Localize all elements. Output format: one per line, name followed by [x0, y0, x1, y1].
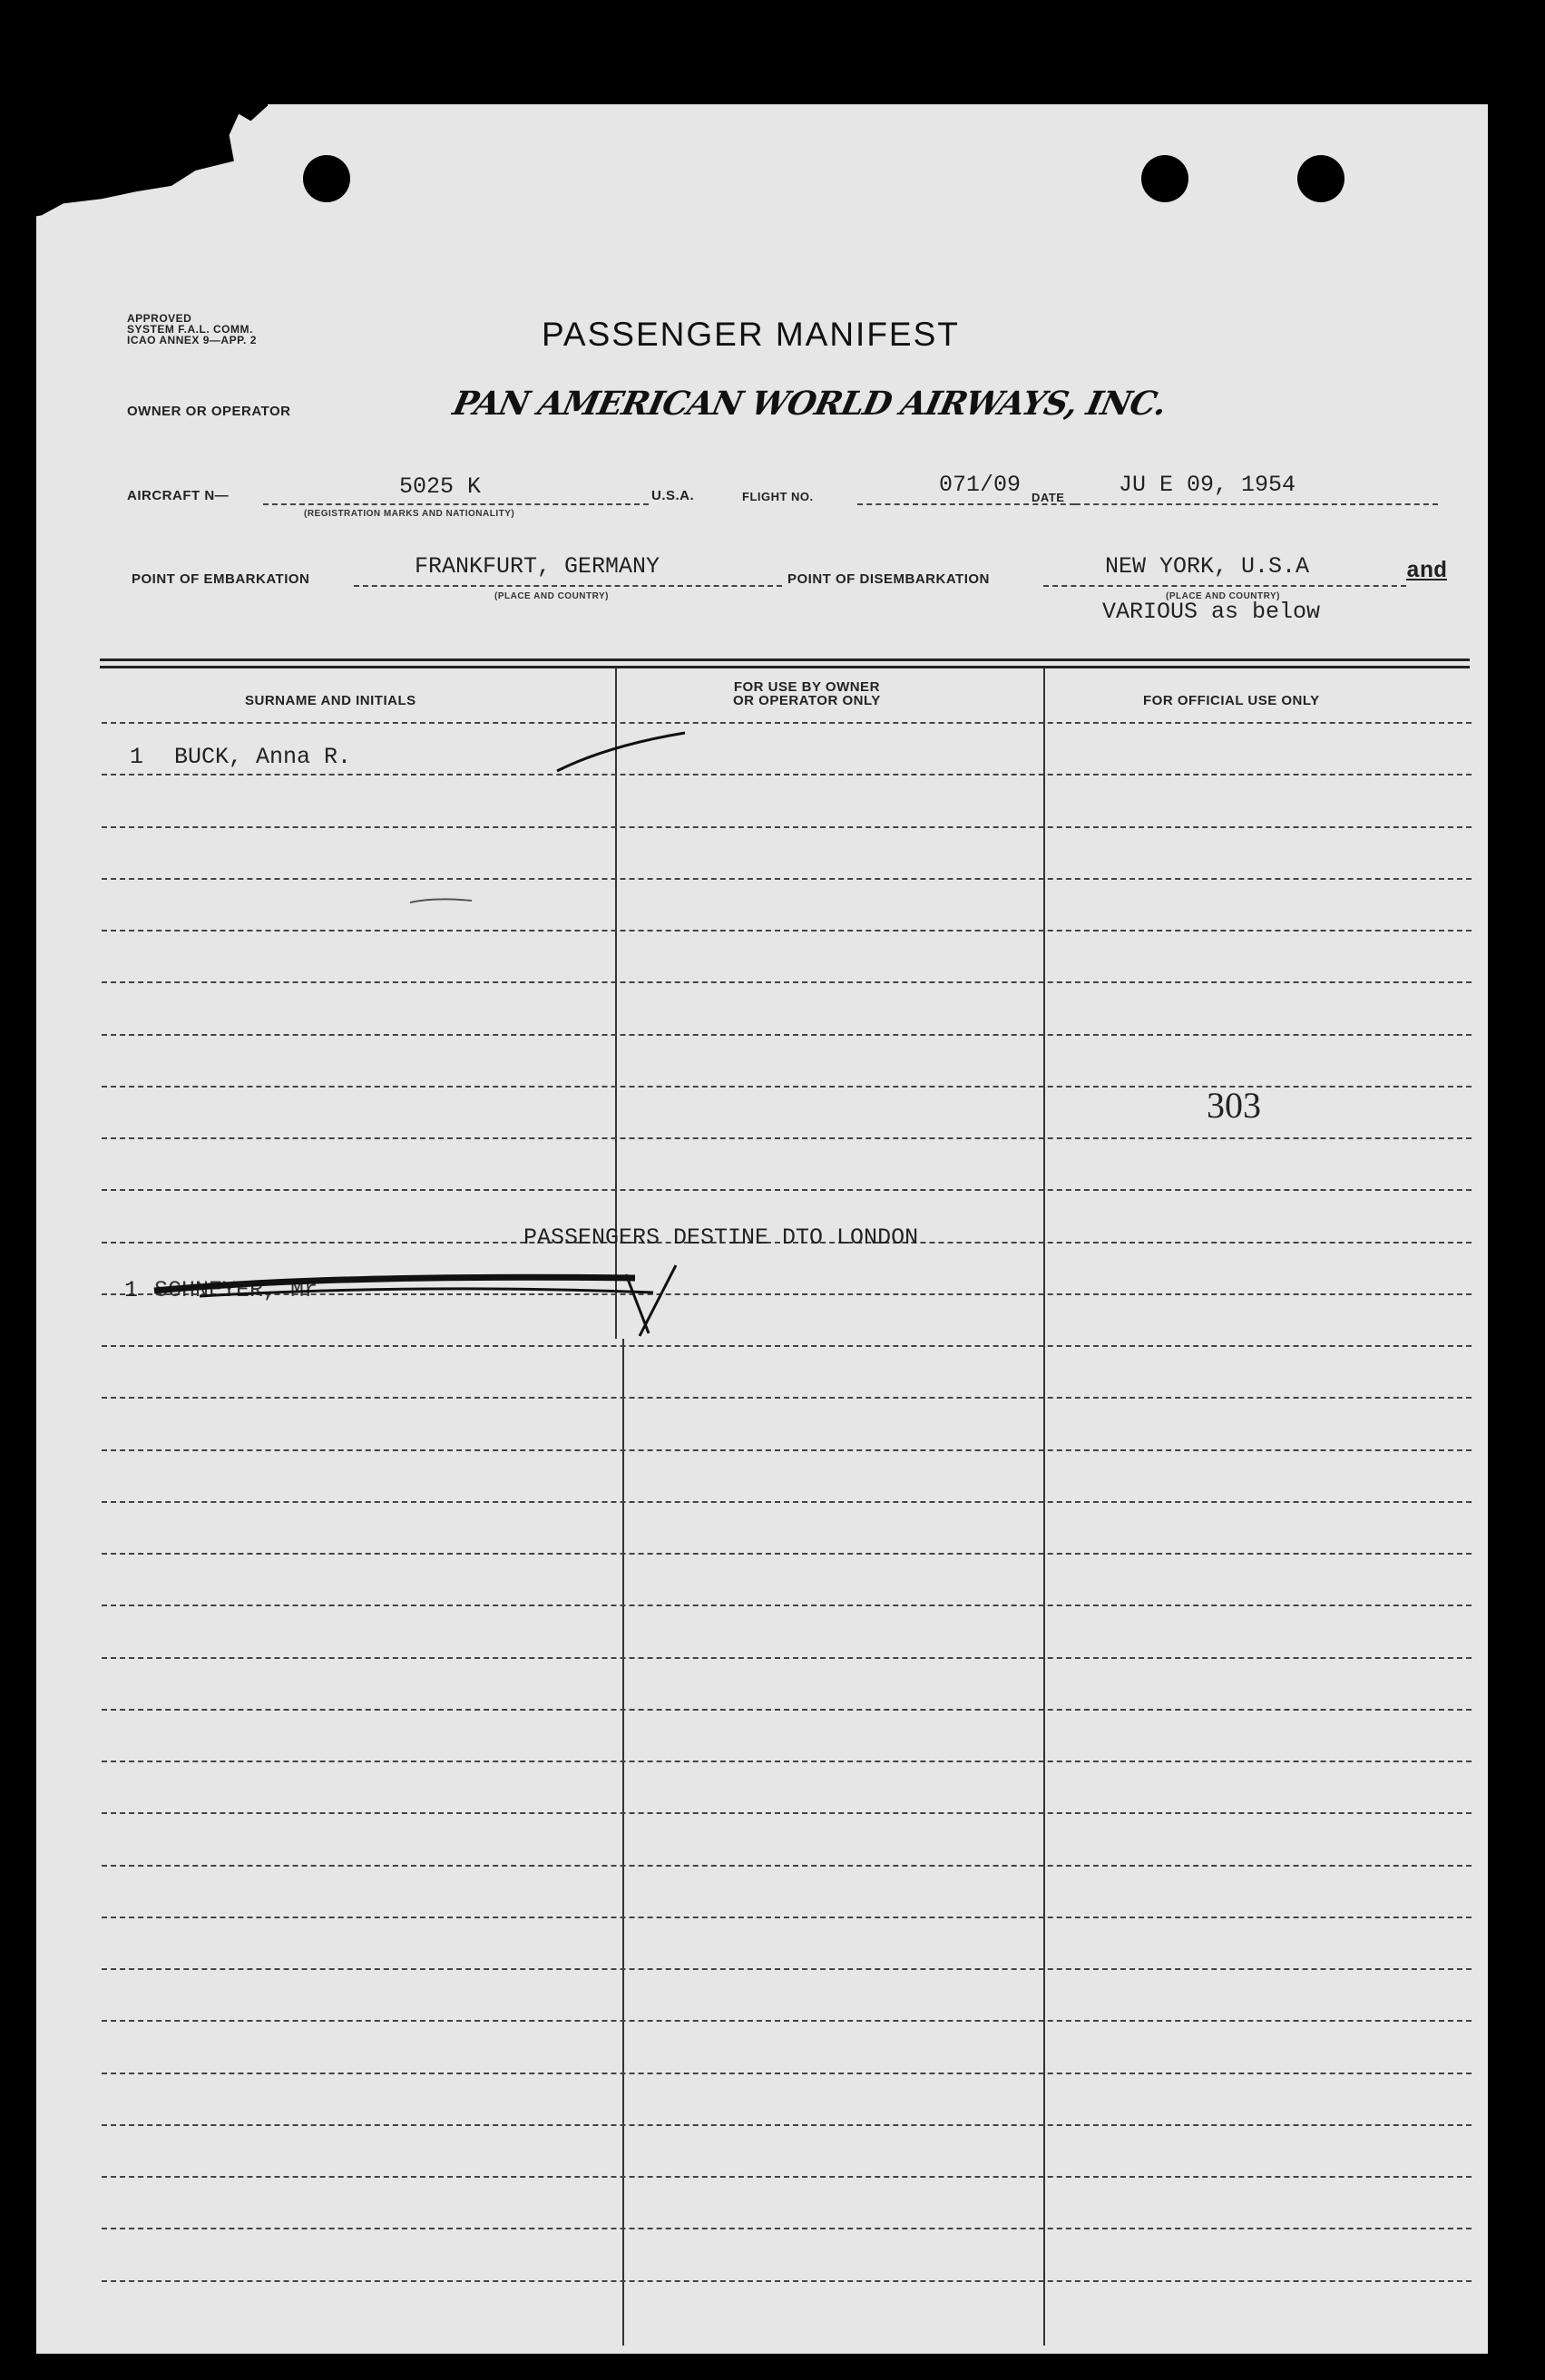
embarkation-label: POINT OF EMBARKATION: [132, 571, 310, 587]
entry-number: 1: [130, 744, 144, 770]
flight-number: 071/09: [939, 472, 1022, 498]
struck-entry-number: 1: [124, 1277, 139, 1303]
aircraft-country: U.S.A.: [651, 488, 695, 503]
row-rule: [102, 1137, 1472, 1139]
column-header-official: FOR OFFICIAL USE ONLY: [1143, 693, 1320, 708]
flight-date: JU E 09, 1954: [1119, 472, 1296, 498]
row-rule: [102, 1968, 1472, 1970]
row-rule: [102, 1761, 1472, 1762]
column-header-owner: [733, 680, 881, 707]
table-top-rule: [100, 666, 1470, 668]
column-header-owner-line: OR OPERATOR ONLY: [733, 693, 881, 708]
row-rule: [102, 1449, 1472, 1451]
flight-label: FLIGHT NO.: [742, 490, 814, 503]
disembarkation-place: NEW YORK, U.S.A: [1105, 553, 1310, 580]
column-divider: [1043, 668, 1045, 2346]
row-rule: [102, 1812, 1472, 1814]
row-rule: [102, 2073, 1472, 2074]
aircraft-label: AIRCRAFT N—: [127, 488, 230, 503]
punch-hole: [303, 155, 350, 202]
entry-name: BUCK, Anna R.: [174, 744, 352, 770]
approval-line: ICAO ANNEX 9—APP. 2: [127, 334, 257, 346]
row-rule: [102, 2176, 1472, 2178]
aircraft-line: [263, 503, 649, 505]
operator-name: PAN AMERICAN WORLD AIRWAYS, INC.: [449, 385, 1170, 423]
approval-block: [127, 313, 257, 346]
disembarkation-line: [1043, 585, 1406, 587]
row-rule: [102, 1345, 1472, 1347]
row-rule: [102, 878, 1472, 880]
row-rule: [102, 722, 1472, 724]
embarkation-place: FRANKFURT, GERMANY: [415, 553, 660, 580]
row-rule: [102, 1917, 1472, 1918]
aircraft-registration: 5025 K: [399, 473, 482, 500]
disembarkation-and: and: [1406, 558, 1448, 584]
disembarkation-sub-label: (PLACE AND COUNTRY): [1166, 591, 1280, 601]
stamp-number: 303: [1207, 1085, 1261, 1126]
row-rule: [102, 2228, 1472, 2229]
approval-line: SYSTEM F.A.L. COMM.: [127, 323, 253, 336]
row-rule: [102, 1189, 1472, 1191]
approval-line: APPROVED: [127, 312, 192, 325]
row-rule: [102, 1034, 1472, 1036]
row-rule: [102, 1553, 1472, 1555]
column-header-surname: SURNAME AND INITIALS: [245, 693, 416, 708]
embarkation-line: [354, 585, 782, 587]
date-label: DATE: [1032, 491, 1065, 504]
row-rule: [102, 826, 1472, 828]
column-divider: [622, 1339, 624, 2346]
destination-note: PASSENGERS DESTINE DTO LONDON: [523, 1224, 919, 1251]
row-rule: [102, 774, 1472, 775]
row-rule: [102, 1397, 1472, 1399]
form-title: PASSENGER MANIFEST: [542, 316, 960, 353]
embarkation-sub-label: (PLACE AND COUNTRY): [494, 591, 609, 601]
row-rule: [102, 1086, 1472, 1088]
table-top-rule: [100, 658, 1470, 661]
punch-hole: [1141, 155, 1188, 202]
disembarkation-various: VARIOUS as below: [1102, 599, 1321, 625]
pen-mark: [408, 893, 481, 912]
row-rule: [102, 930, 1472, 932]
date-line: [1075, 503, 1438, 505]
row-rule: [102, 1605, 1472, 1606]
punch-hole: [1297, 155, 1345, 202]
disembarkation-label: POINT OF DISEMBARKATION: [787, 571, 990, 587]
row-rule: [102, 2280, 1472, 2282]
check-mark: [553, 726, 689, 775]
struck-entry-name: SCHNEYER, Mr: [154, 1277, 318, 1303]
row-rule: [102, 981, 1472, 983]
row-rule: [102, 2124, 1472, 2126]
column-header-owner-line: FOR USE BY OWNER: [733, 679, 880, 695]
row-rule: [102, 1865, 1472, 1867]
row-rule: [102, 2020, 1472, 2022]
row-rule: [102, 1657, 1472, 1659]
row-rule: [102, 1709, 1472, 1711]
row-rule: [102, 1501, 1472, 1503]
aircraft-sub-label: (REGISTRATION MARKS AND NATIONALITY): [304, 509, 515, 519]
strike-out-mark: [145, 1256, 689, 1338]
operator-label: OWNER OR OPERATOR: [127, 404, 291, 419]
